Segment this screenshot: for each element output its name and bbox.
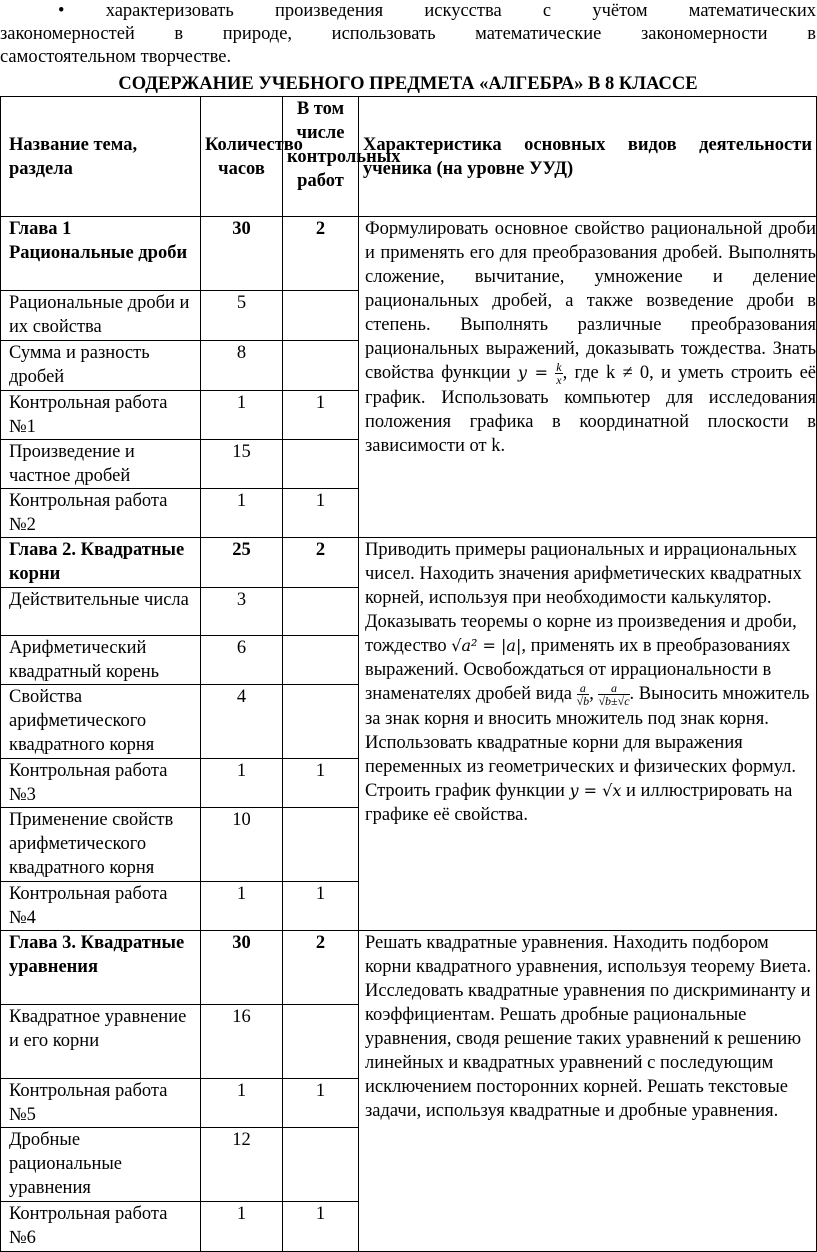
intro-word: в xyxy=(174,24,184,44)
chapter-hours: 30 xyxy=(201,217,283,291)
topic-name: Контрольная работа №5 xyxy=(1,1079,201,1128)
chapter-tests: 2 xyxy=(283,217,359,291)
topic-hours: 4 xyxy=(201,685,283,759)
topic-tests xyxy=(283,685,359,759)
chapter-hours: 25 xyxy=(201,538,283,588)
topic-hours: 1 xyxy=(201,1079,283,1128)
header-tests: В том числе контрольных работ xyxy=(283,97,359,217)
formula-fraction xyxy=(577,682,590,707)
topic-name: Квадратное уравнение и его корни xyxy=(1,1005,201,1079)
topic-tests xyxy=(283,1005,359,1079)
topic-tests xyxy=(283,341,359,391)
description-text: . Выносить множитель за знак корня и вносить множитель под знак корня. Использовать квадратные корни для выражения переменных из геометрических и физических формул. Строить график функции xyxy=(365,684,810,802)
topic-name: Действительные числа xyxy=(1,588,201,636)
topic-name: Контрольная работа №3 xyxy=(1,759,201,808)
intro-word: закономерности xyxy=(640,24,768,44)
intro-word: характеризовать xyxy=(105,1,234,21)
topic-name: Контрольная работа №6 xyxy=(1,1202,201,1252)
topic-hours: 1 xyxy=(201,489,283,538)
chapter-description xyxy=(359,217,817,538)
description-text: и иллюстрировать на графике её свойства. xyxy=(365,781,793,826)
topic-tests: 1 xyxy=(283,882,359,931)
formula-fraction xyxy=(598,682,629,707)
intro-line-3: самостоятельном творчестве. xyxy=(0,47,232,67)
topic-hours: 16 xyxy=(201,1005,283,1079)
topic-tests: 1 xyxy=(283,489,359,538)
chapter-tests: 2 xyxy=(283,931,359,1005)
chapter-description: Приводить примеры рациональных и иррациональных чисел. Находить значения арифметических квадратных корней, используя при необходимости калькулятор. Доказывать теоремы о корне из произведения и дроби, тождество √a² = |a|, применять их в преобразованиях выражений. Освобождаться от иррациональности в знаменателях дробей вида $\frac{a}{√b}$ , $\frac{a}{√b\pm√c}$ . Выносить множитель за знак корня и вносить множитель под знак корня. Использовать квадратные корни для выражения переменных из геометрических и физических формул. Строить график функции y = √x и иллюстрировать на графике её свойства. xyxy=(359,538,817,931)
topic-tests xyxy=(283,1128,359,1202)
description-text: Формулировать основное свойство рациональной дроби и применять его для преобразования дробей. Выполнять сложение, вычитание, умножение и деление рациональных дробей, а также возведение дроби в степень. Выполнять различные преобразования рациональных выражений, доказывать тождества. Знать свойства функции xyxy=(365,219,816,383)
topic-hours: 1 xyxy=(201,882,283,931)
chapter-description: Решать квадратные уравнения. Находить подбором корни квадратного уравнения, используя теорему Виета. Исследовать квадратные уравнения по дискриминанту и коэффициентам. Решать дробные рациональные уравнения, сводя решение таких уравнений к решению линейных и квадратных уравнений с последующим исключением посторонних корней. Решать текстовые задачи, используя квадратные и дробные уравнения. xyxy=(359,931,817,1252)
intro-word: математические xyxy=(475,24,602,44)
intro-paragraph xyxy=(0,0,816,69)
topic-tests xyxy=(283,440,359,489)
formula-condition: , где k ≠ 0, xyxy=(562,363,654,383)
topic-hours: 8 xyxy=(201,341,283,391)
topic-tests xyxy=(283,636,359,685)
bullet: • xyxy=(58,1,65,21)
topic-name: Контрольная работа №1 xyxy=(1,391,201,440)
topic-name: Контрольная работа №4 xyxy=(1,882,201,931)
topic-name: Произведение и частное дробей xyxy=(1,440,201,489)
chapter-hours: 30 xyxy=(201,931,283,1005)
topic-tests: 1 xyxy=(283,1202,359,1252)
topic-name: Арифметический квадратный корень xyxy=(1,636,201,685)
topic-hours: 1 xyxy=(201,759,283,808)
header-activity: Характеристика основных видов деятельности ученика (на уровне УУД) xyxy=(359,97,817,217)
intro-word: произведения xyxy=(275,1,384,21)
chapter-title: Глава 2. Квадратные корни xyxy=(1,538,201,588)
topic-tests xyxy=(283,588,359,636)
topic-name: Свойства арифметического квадратного корня xyxy=(1,685,201,759)
topic-name: Контрольная работа №2 xyxy=(1,489,201,538)
formula-identity: √a² = |a| xyxy=(451,636,522,655)
fraction-denominator: √b±√c xyxy=(598,694,630,709)
fraction-numerator: a xyxy=(577,682,590,695)
topic-name: Сумма и разность дробей xyxy=(1,341,201,391)
chapter-row xyxy=(1,538,817,588)
header-name: Название тема, раздела xyxy=(1,97,201,217)
intro-word: в xyxy=(807,24,816,44)
intro-word: искусства xyxy=(424,1,502,21)
formula-y: y = xyxy=(517,363,548,382)
intro-word: природе, xyxy=(222,24,293,44)
fraction-numerator: a xyxy=(598,682,629,695)
topic-hours: 1 xyxy=(201,1202,283,1252)
topic-name: Рациональные дроби и их свойства xyxy=(1,291,201,341)
fraction-denominator: √b xyxy=(576,694,590,709)
curriculum-table xyxy=(0,96,817,1252)
topic-tests xyxy=(283,808,359,882)
fraction-denominator: x xyxy=(556,373,562,388)
chapter-title: Глава 1 Рациональные дроби xyxy=(1,217,201,291)
chapter-row xyxy=(1,931,817,1005)
intro-word: с xyxy=(542,1,552,21)
topic-tests: 1 xyxy=(283,1079,359,1128)
intro-line-2 xyxy=(0,23,816,46)
topic-hours: 10 xyxy=(201,808,283,882)
intro-word: учётом xyxy=(592,1,648,21)
topic-hours: 1 xyxy=(201,391,283,440)
description-text: и уметь строить её график. Использовать компьютер для исследования положения графика в координатной плоскости в зависимости от k. xyxy=(365,363,816,457)
chapter-title: Глава 3. Квадратные уравнения xyxy=(1,931,201,1005)
intro-word: математических xyxy=(688,1,816,21)
description-text: , применять их в преобразованиях выражений. Освобождаться от иррациональности в знаменателях дробей вида xyxy=(365,636,791,704)
topic-hours: 3 xyxy=(201,588,283,636)
topic-name: Применение свойств арифметического квадратного корня xyxy=(1,808,201,882)
intro-line-1 xyxy=(0,0,816,23)
header-row xyxy=(1,97,817,217)
intro-word: закономерностей xyxy=(0,24,135,44)
description-text: Приводить примеры рациональных и иррациональных чисел. Находить значения арифметических квадратных корней, используя при необходимости калькулятор. Доказывать теоремы о корне из произведения и дроби, тождество xyxy=(365,540,802,656)
topic-hours: 6 xyxy=(201,636,283,685)
topic-hours: 12 xyxy=(201,1128,283,1202)
fraction-numerator: k xyxy=(556,360,562,375)
chapter-row xyxy=(1,217,817,291)
header-hours: Количество часов xyxy=(201,97,283,217)
topic-tests: 1 xyxy=(283,759,359,808)
topic-hours: 5 xyxy=(201,291,283,341)
topic-hours: 15 xyxy=(201,440,283,489)
chapter-tests: 2 xyxy=(283,538,359,588)
topic-tests xyxy=(283,291,359,341)
formula-fraction xyxy=(555,361,562,386)
section-title: СОДЕРЖАНИЕ УЧЕБНОГО ПРЕДМЕТА «АЛГЕБРА» В 8 КЛАССЕ xyxy=(118,74,698,94)
topic-tests: 1 xyxy=(283,391,359,440)
topic-name: Дробные рациональные уравнения xyxy=(1,1128,201,1202)
intro-word: использовать xyxy=(331,24,436,44)
formula-function: y = √x xyxy=(569,781,622,801)
